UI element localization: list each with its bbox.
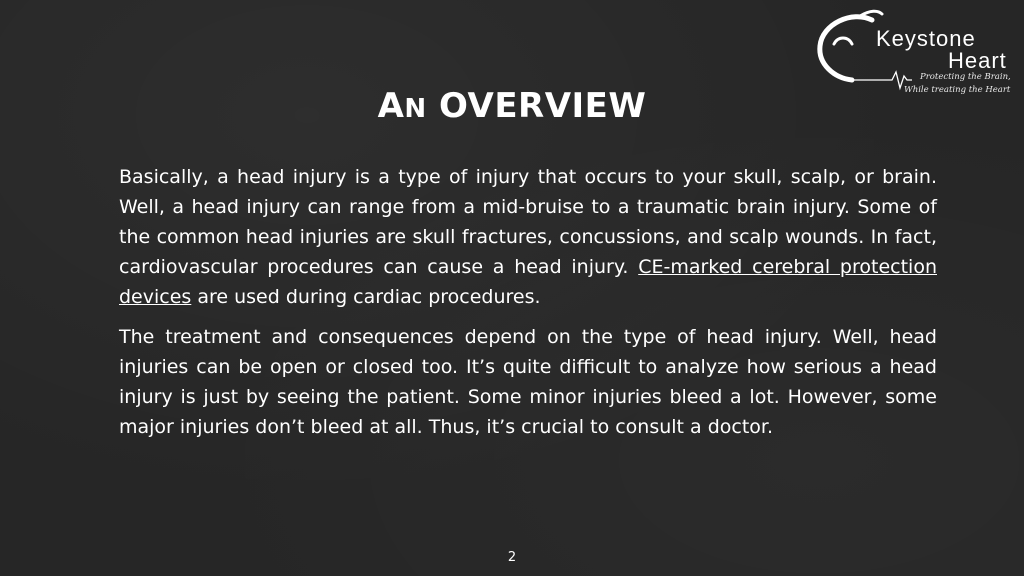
paragraph-1 [119,162,937,312]
paragraph-1-text-start: Basically, a head injury is a type of injury that occurs to your skull, scalp, or brain. Well, a head injury can range from a mid-bruise to a traumatic brain injury. Some of the common head injuries are skull fractures, concussions, and scalp wounds. In fact, cardiovascular procedures can cause a head injury. [119,166,937,278]
slide-body [119,162,937,452]
title-first-letter: A [377,86,405,126]
logo-word-keystone: Keystone [876,26,976,51]
paragraph-2: The treatment and consequences depend on the type of head injury. Well, head injuries can be open or closed too. It’s quite difficult to analyze how serious a head injury is just by seeing the patient. Some minor injuries bleed a lot. However, some major injuries don’t bleed at all. Thus, it’s crucial to consult a doctor. [119,326,937,438]
cerebral-protection-devices-link[interactable]: CE-marked cerebral protection devices [119,256,937,308]
paragraph-1-text-end: are used during cardiac procedures. [191,286,541,308]
title-rest: OVERVIEW [426,86,647,126]
logo-tagline-line-2: While treating the Heart [904,85,1011,95]
logo-word-heart: Heart [948,48,1007,73]
logo-tagline-line-1: Protecting the Brain, [920,72,1011,82]
title-small-letter: N [404,94,427,124]
slide-title [0,86,1024,126]
page-number: 2 [507,550,517,565]
